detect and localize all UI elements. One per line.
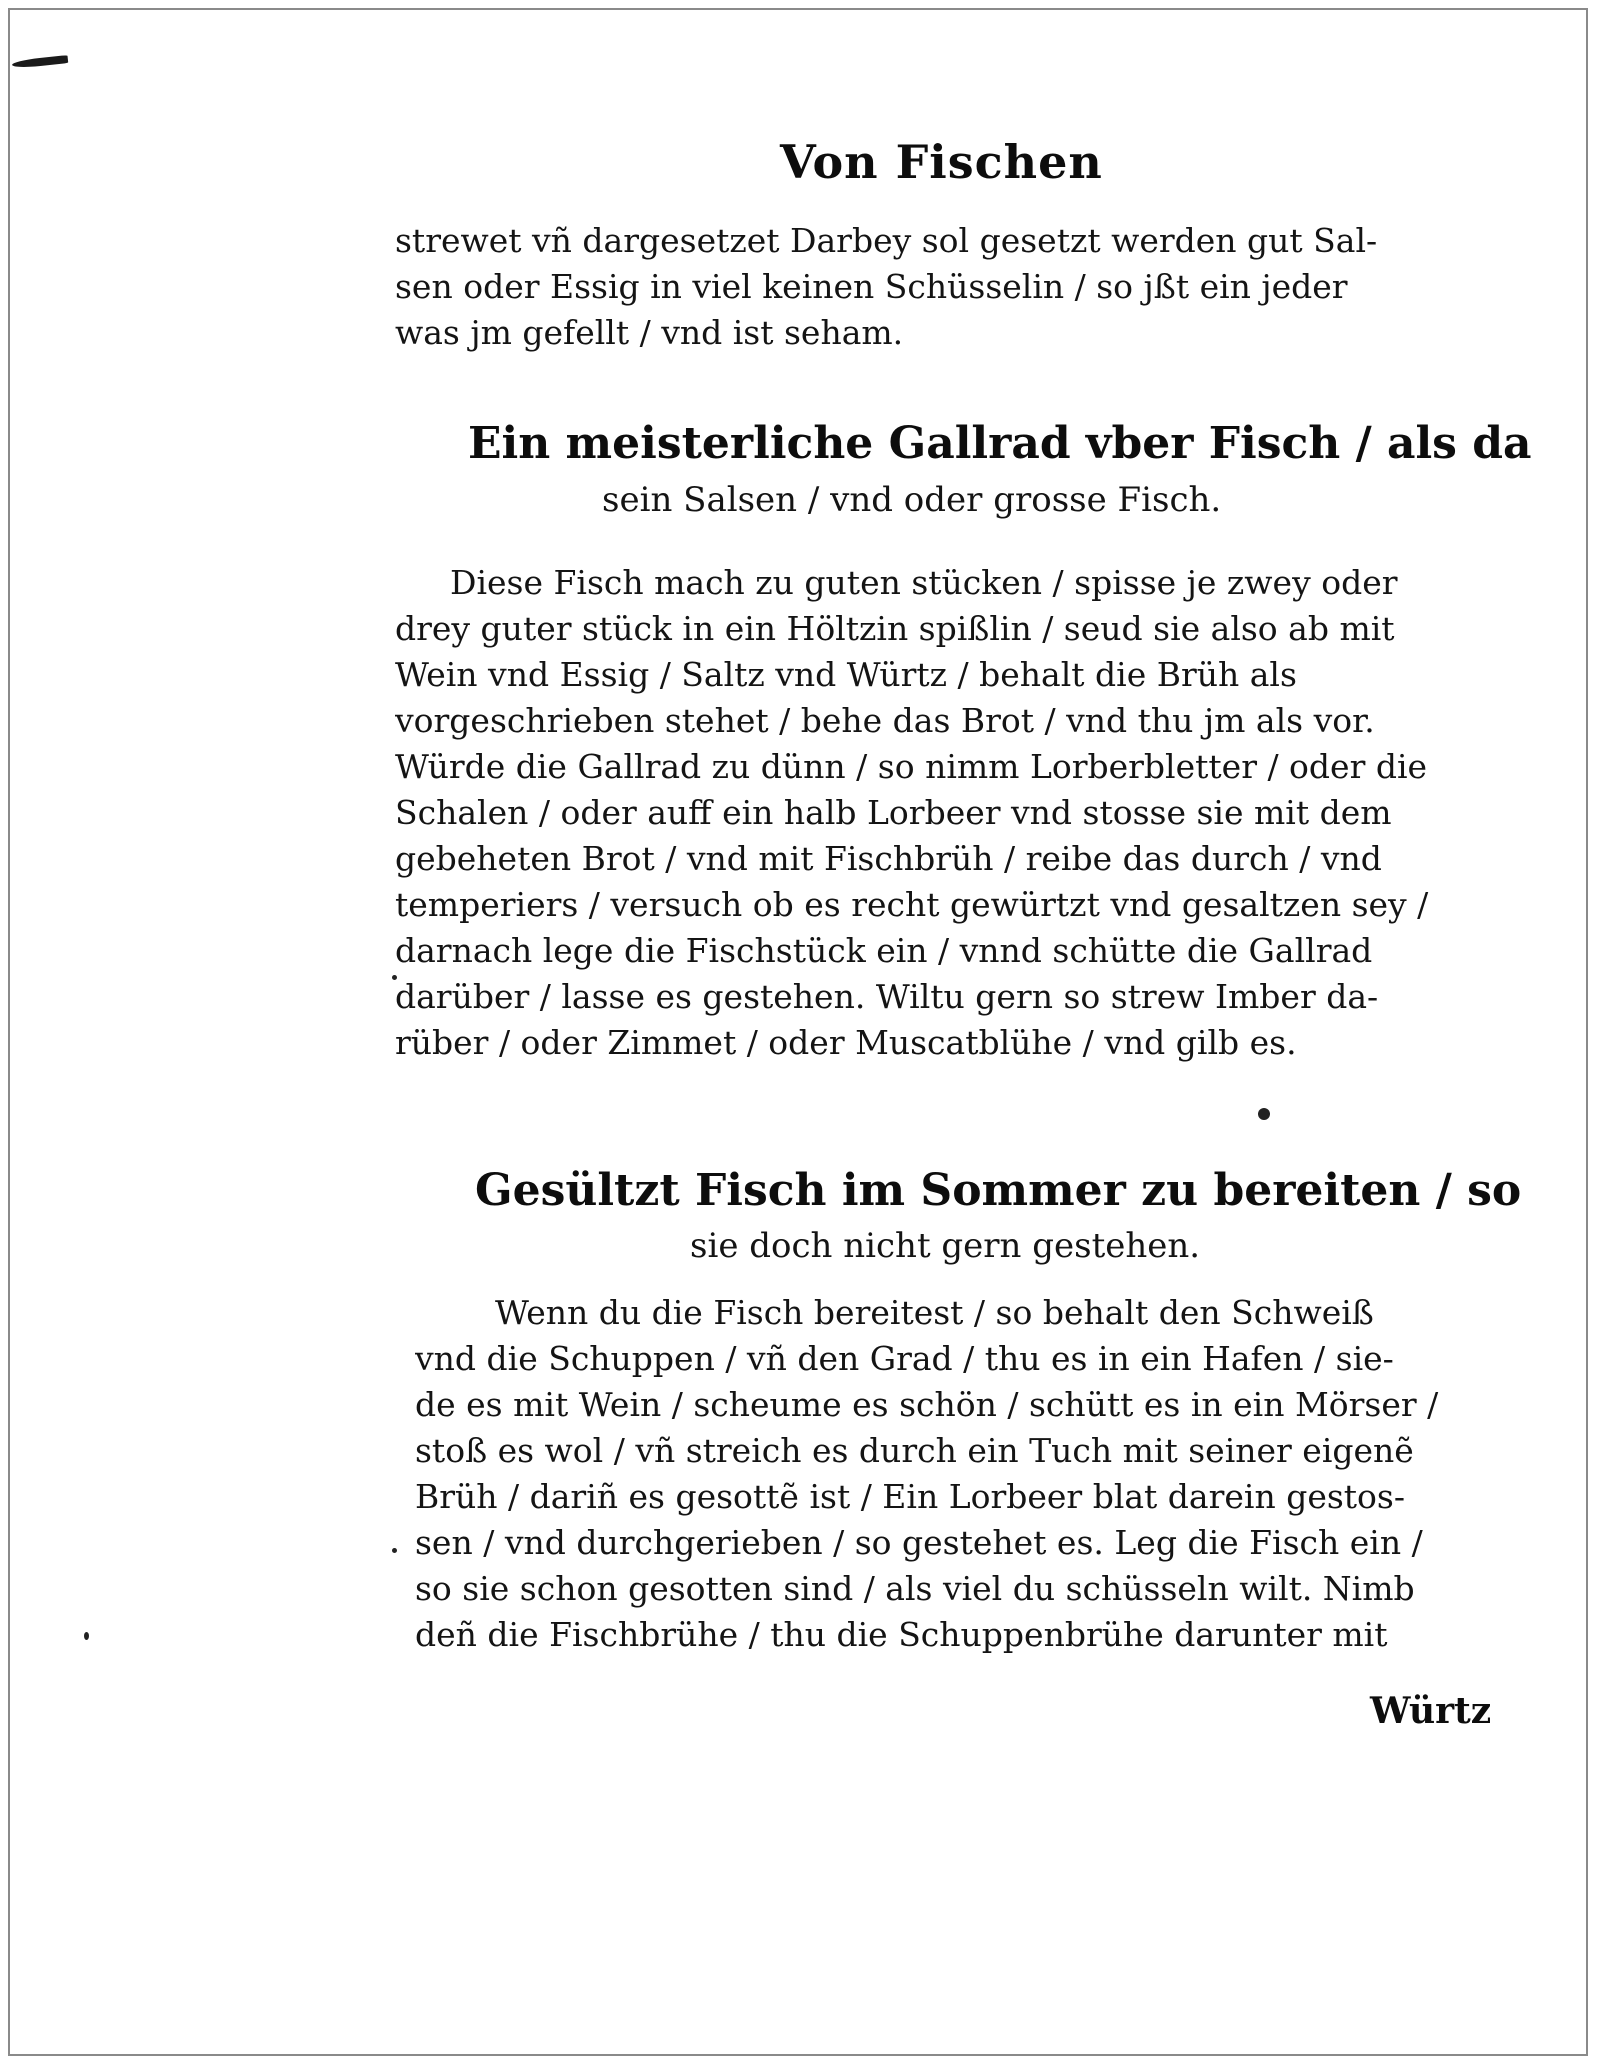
text-line: Würde die Gallrad zu dünn / so nimm Lorberbletter / oder die (395, 747, 1428, 786)
text-line: deñ die Fischbrühe / thu die Schuppenbrühe darunter mit (415, 1615, 1388, 1654)
text-line: de es mit Wein / scheume es schön / schütt es in ein Mörser / (415, 1385, 1439, 1424)
text-line: strewet vñ dargesetzet Darbey sol gesetzt werden gut Sal- (395, 221, 1378, 260)
text-line: vorgeschrieben stehet / behe das Brot / vnd thu jm als vor. (395, 701, 1375, 740)
text-line: darüber / lasse es gestehen. Wiltu gern so strew Imber da- (395, 977, 1379, 1016)
text-line: Wenn du die Fisch bereitest / so behalt den Schweiß (495, 1293, 1374, 1332)
text-line: sen / vnd durchgerieben / so gestehet es. Leg die Fisch ein / (415, 1523, 1423, 1562)
text-line: Wein vnd Essig / Saltz vnd Würtz / behalt die Brüh als (395, 655, 1297, 694)
section-subheading: sein Salsen / vnd oder grosse Fisch. (602, 480, 1222, 520)
text-line: vnd die Schuppen / vñ den Grad / thu es in ein Hafen / sie- (415, 1339, 1394, 1378)
ink-speck (392, 1548, 397, 1553)
text-line: Diese Fisch mach zu guten stücken / spisse je zwey oder (450, 563, 1398, 602)
text-line: darnach lege die Fischstück ein / vnnd schütte die Gallrad (395, 931, 1373, 970)
ink-speck (1258, 1108, 1270, 1120)
section-paragraph (395, 560, 1460, 1066)
text-line: was jm gefellt / vnd ist seham. (395, 313, 904, 352)
ink-speck (84, 1632, 89, 1640)
text-line: so sie schon gesotten sind / als viel du schüsseln wilt. Nimb (415, 1569, 1415, 1608)
text-line: temperiers / versuch ob es recht gewürtzt vnd gesaltzen sey / (395, 885, 1429, 924)
text-line: rüber / oder Zimmet / oder Muscatblühe / vnd gilb es. (395, 1023, 1297, 1062)
text-line: sen oder Essig in viel keinen Schüsselin / so jßt ein jeder (395, 267, 1348, 306)
text-line: gebeheten Brot / vnd mit Fischbrüh / reibe das durch / vnd (395, 839, 1382, 878)
section-heading: Ein meisterliche Gallrad vber Fisch / als da (468, 418, 1532, 469)
text-line: drey guter stück in ein Höltzin spißlin / seud sie also ab mit (395, 609, 1395, 648)
section-heading: Gesültzt Fisch im Sommer zu bereiten / so (475, 1165, 1522, 1216)
text-line: Brüh / dariñ es gesottẽ ist / Ein Lorbeer blat darein gestos- (415, 1477, 1405, 1516)
catchword: Würtz (1370, 1690, 1492, 1732)
running-head: Von Fischen (780, 135, 1103, 189)
section-paragraph (415, 1290, 1475, 1658)
section-subheading: sie doch nicht gern gestehen. (690, 1226, 1201, 1266)
text-line: stoß es wol / vñ streich es durch ein Tuch mit seiner eigenẽ (415, 1431, 1414, 1470)
text-line: Schalen / oder auff ein halb Lorbeer vnd stosse sie mit dem (395, 793, 1392, 832)
intro-paragraph (395, 218, 1465, 356)
